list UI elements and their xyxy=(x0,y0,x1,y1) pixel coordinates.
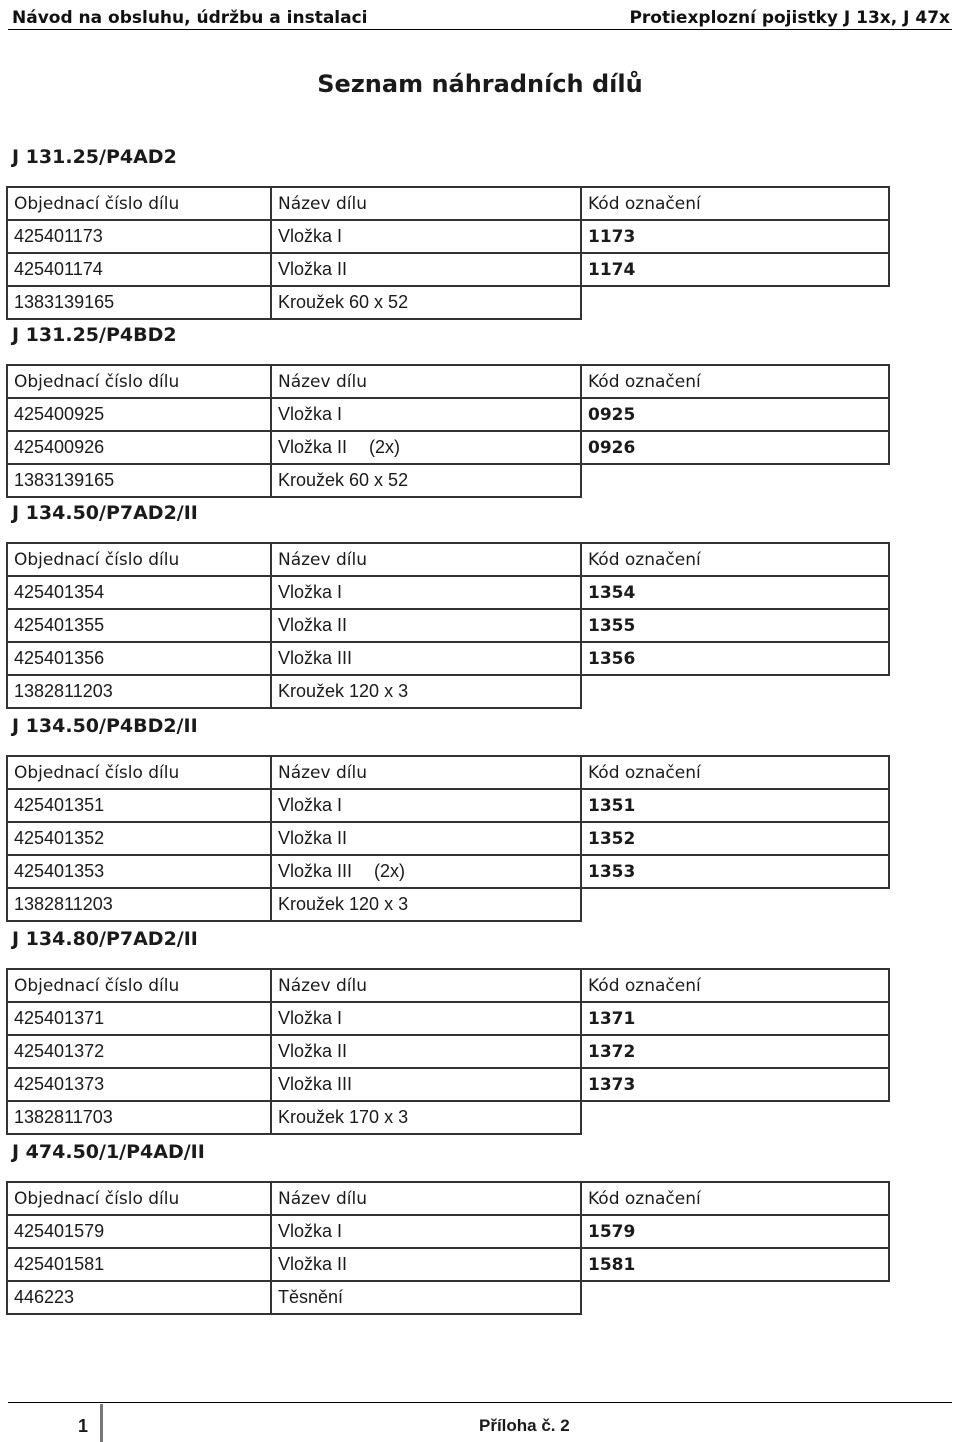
part-name-cell xyxy=(271,398,581,431)
part-name-cell xyxy=(271,1215,581,1248)
order-number-cell: 425401373 xyxy=(7,1068,271,1101)
table-row xyxy=(7,609,889,642)
table-row xyxy=(7,642,889,675)
part-name-cell xyxy=(271,675,581,708)
header-code: Kód označení xyxy=(581,969,889,1002)
parts-table xyxy=(6,542,890,709)
order-number-cell: 425401352 xyxy=(7,822,271,855)
order-number-cell: 425401354 xyxy=(7,576,271,609)
header-divider xyxy=(8,29,952,30)
part-name-cell xyxy=(271,642,581,675)
code-cell: 1354 xyxy=(581,576,889,609)
part-name-text: Vložka II xyxy=(278,615,348,635)
table-row xyxy=(7,576,889,609)
part-name-text: Kroužek 170 x 3 xyxy=(278,1107,409,1127)
part-name-text: Vložka I xyxy=(278,226,343,246)
section-title: J 134.80/P7AD2/II xyxy=(12,928,198,950)
header-part-name: Název dílu xyxy=(271,756,581,789)
order-number-cell: 425401372 xyxy=(7,1035,271,1068)
code-cell: 0925 xyxy=(581,398,889,431)
part-name-cell xyxy=(271,576,581,609)
header-left-text: Návod na obsluhu, údržbu a instalaci xyxy=(12,8,368,28)
part-name-text: Vložka I xyxy=(278,582,343,602)
parts-table xyxy=(6,364,890,498)
part-name-cell xyxy=(271,1035,581,1068)
code-cell: 1373 xyxy=(581,1068,889,1101)
code-cell xyxy=(581,1281,889,1314)
table-row xyxy=(7,1281,889,1314)
footer-label: Příloha č. 2 xyxy=(479,1416,570,1435)
order-number-cell: 425401579 xyxy=(7,1215,271,1248)
order-number-cell: 1382811703 xyxy=(7,1101,271,1134)
part-name-cell xyxy=(271,253,581,286)
code-cell: 1579 xyxy=(581,1215,889,1248)
table-row xyxy=(7,675,889,708)
part-name-cell xyxy=(271,1281,581,1314)
table-row xyxy=(7,1248,889,1281)
code-cell xyxy=(581,888,889,921)
part-name-text: Vložka II xyxy=(278,259,348,279)
section-title: J 131.25/P4AD2 xyxy=(12,146,177,168)
header-order-number: Objednací číslo dílu xyxy=(7,187,271,220)
part-name-cell xyxy=(271,220,581,253)
order-number-cell: 425401174 xyxy=(7,253,271,286)
part-name-text: Vložka I xyxy=(278,795,343,815)
part-name-cell xyxy=(271,888,581,921)
part-name-cell xyxy=(271,822,581,855)
part-name-cell xyxy=(271,1002,581,1035)
part-name-text: Kroužek 120 x 3 xyxy=(278,894,409,914)
quantity-text: (2x) xyxy=(374,861,406,881)
table-row xyxy=(7,253,889,286)
header-code: Kód označení xyxy=(581,756,889,789)
header-code: Kód označení xyxy=(581,1182,889,1215)
part-name-cell xyxy=(271,609,581,642)
table-row xyxy=(7,888,889,921)
header-code: Kód označení xyxy=(581,187,889,220)
code-cell: 1173 xyxy=(581,220,889,253)
header-part-name: Název dílu xyxy=(271,543,581,576)
table-header-row xyxy=(7,969,889,1002)
code-cell xyxy=(581,675,889,708)
table-header-row xyxy=(7,543,889,576)
order-number-cell: 1382811203 xyxy=(7,675,271,708)
table-row xyxy=(7,464,889,497)
table-header-row xyxy=(7,756,889,789)
part-name-cell xyxy=(271,855,581,888)
code-cell: 1581 xyxy=(581,1248,889,1281)
part-name-cell xyxy=(271,431,581,464)
part-name-text: Vložka II xyxy=(278,1254,348,1274)
order-number-cell: 425400926 xyxy=(7,431,271,464)
table-header-row xyxy=(7,1182,889,1215)
part-name-text: Vložka I xyxy=(278,1008,343,1028)
code-cell xyxy=(581,286,889,319)
part-name-text: Vložka I xyxy=(278,404,343,424)
code-cell: 1353 xyxy=(581,855,889,888)
header-code: Kód označení xyxy=(581,543,889,576)
part-name-cell xyxy=(271,286,581,319)
table-row xyxy=(7,1068,889,1101)
header-code: Kód označení xyxy=(581,365,889,398)
part-name-text: Vložka I xyxy=(278,1221,343,1241)
part-name-text: Vložka II xyxy=(278,1041,348,1061)
code-cell: 1355 xyxy=(581,609,889,642)
header-order-number: Objednací číslo dílu xyxy=(7,969,271,1002)
table-header-row xyxy=(7,187,889,220)
header-order-number: Objednací číslo dílu xyxy=(7,365,271,398)
header-part-name: Název dílu xyxy=(271,187,581,220)
table-header-row xyxy=(7,365,889,398)
footer-separator-bar xyxy=(100,1404,103,1442)
order-number-cell: 425401353 xyxy=(7,855,271,888)
parts-table xyxy=(6,1181,890,1315)
table-row xyxy=(7,1035,889,1068)
part-name-text: Vložka III xyxy=(278,648,353,668)
order-number-cell: 446223 xyxy=(7,1281,271,1314)
footer-page-number: 1 xyxy=(78,1416,89,1436)
table-row xyxy=(7,789,889,822)
table-row xyxy=(7,1101,889,1134)
section-title: J 131.25/P4BD2 xyxy=(12,324,177,346)
footer-divider xyxy=(8,1402,952,1403)
code-cell: 1372 xyxy=(581,1035,889,1068)
part-name-text: Kroužek 120 x 3 xyxy=(278,681,409,701)
order-number-cell: 1382811203 xyxy=(7,888,271,921)
header-right-text: Protiexplozní pojistky J 13x, J 47x xyxy=(629,8,950,28)
header-order-number: Objednací číslo dílu xyxy=(7,1182,271,1215)
part-name-text: Vložka III xyxy=(278,1074,353,1094)
order-number-cell: 425401355 xyxy=(7,609,271,642)
part-name-cell xyxy=(271,1248,581,1281)
section-title: J 474.50/1/P4AD/II xyxy=(12,1141,205,1163)
order-number-cell: 425401351 xyxy=(7,789,271,822)
code-cell: 0926 xyxy=(581,431,889,464)
table-row xyxy=(7,398,889,431)
section-title: J 134.50/P4BD2/II xyxy=(12,715,198,737)
part-name-cell xyxy=(271,464,581,497)
part-name-text: Kroužek 60 x 52 xyxy=(278,470,409,490)
parts-table xyxy=(6,968,890,1135)
page-title: Seznam náhradních dílů xyxy=(317,70,643,98)
order-number-cell: 425401371 xyxy=(7,1002,271,1035)
part-name-text: Kroužek 60 x 52 xyxy=(278,292,409,312)
code-cell: 1351 xyxy=(581,789,889,822)
order-number-cell: 425400925 xyxy=(7,398,271,431)
header-part-name: Název dílu xyxy=(271,969,581,1002)
part-name-text: Vložka III xyxy=(278,861,353,881)
table-row xyxy=(7,220,889,253)
table-row xyxy=(7,1215,889,1248)
table-row xyxy=(7,1002,889,1035)
code-cell: 1352 xyxy=(581,822,889,855)
header-part-name: Název dílu xyxy=(271,365,581,398)
table-row xyxy=(7,822,889,855)
table-row xyxy=(7,431,889,464)
order-number-cell: 1383139165 xyxy=(7,464,271,497)
parts-table xyxy=(6,755,890,922)
code-cell xyxy=(581,1101,889,1134)
table-row xyxy=(7,286,889,319)
order-number-cell: 425401356 xyxy=(7,642,271,675)
section-title: J 134.50/P7AD2/II xyxy=(12,502,198,524)
header-bar xyxy=(12,0,950,28)
quantity-text: (2x) xyxy=(369,437,401,457)
part-name-text: Vložka II xyxy=(278,437,348,457)
header-order-number: Objednací číslo dílu xyxy=(7,543,271,576)
parts-table xyxy=(6,186,890,320)
table-row xyxy=(7,855,889,888)
header-order-number: Objednací číslo dílu xyxy=(7,756,271,789)
part-name-text: Vložka II xyxy=(278,828,348,848)
code-cell: 1174 xyxy=(581,253,889,286)
code-cell: 1371 xyxy=(581,1002,889,1035)
code-cell xyxy=(581,464,889,497)
part-name-text: Těsnění xyxy=(278,1287,344,1307)
order-number-cell: 425401173 xyxy=(7,220,271,253)
part-name-cell xyxy=(271,1101,581,1134)
code-cell: 1356 xyxy=(581,642,889,675)
part-name-cell xyxy=(271,789,581,822)
order-number-cell: 425401581 xyxy=(7,1248,271,1281)
part-name-cell xyxy=(271,1068,581,1101)
header-part-name: Název dílu xyxy=(271,1182,581,1215)
order-number-cell: 1383139165 xyxy=(7,286,271,319)
